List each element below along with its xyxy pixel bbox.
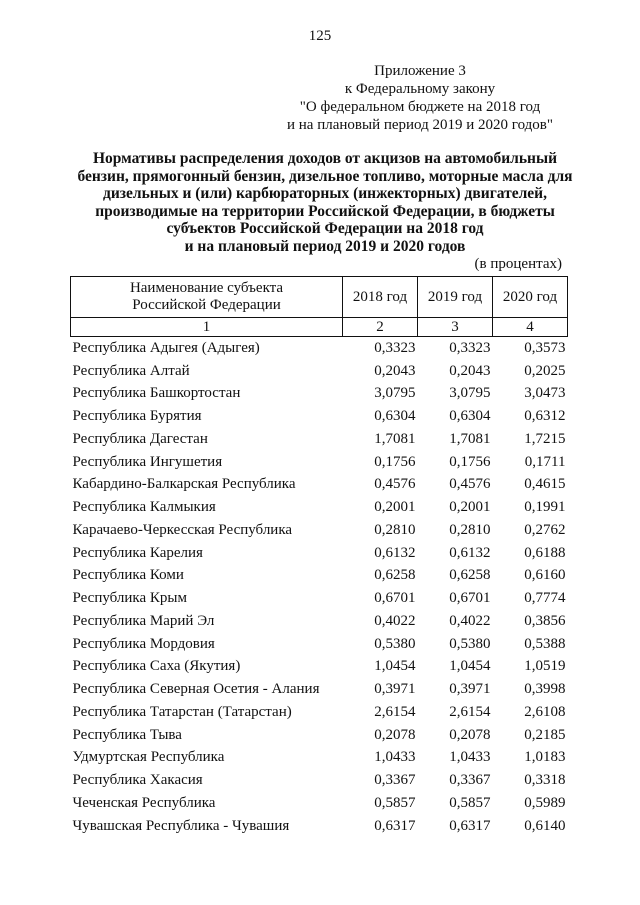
header-2018: 2018 год: [343, 277, 418, 318]
subject-name-cell: Удмуртская Республика: [72, 749, 225, 766]
value-2018-cell: 0,4022: [374, 612, 416, 629]
value-2019-cell: 0,1756: [449, 453, 491, 470]
subject-name-cell: Республика Бурятия: [72, 408, 202, 425]
value-2020-cell: 0,2185: [524, 726, 566, 743]
subject-name-cell: Республика Ингушетия: [72, 453, 223, 470]
value-2019-cell: 1,0454: [449, 658, 491, 675]
value-2020-cell: 1,7215: [524, 430, 566, 447]
distribution-table: [70, 276, 568, 838]
value-2020-cell: 0,6140: [524, 817, 566, 834]
table-row: [71, 496, 568, 519]
value-2020-cell: 0,6312: [524, 408, 566, 425]
subject-name-cell: Республика Дагестан: [72, 430, 208, 447]
subject-name-cell: Кабардино-Балкарская Республика: [72, 476, 296, 493]
table-row: [71, 587, 568, 610]
value-2019-cell: 0,5857: [449, 794, 491, 811]
table-row: [71, 428, 568, 451]
value-2019-cell: 0,6317: [449, 817, 491, 834]
value-2019-cell: 0,4576: [449, 476, 491, 493]
value-2020-cell: 0,6160: [524, 567, 566, 584]
value-2019-cell: 0,2810: [449, 521, 491, 538]
subject-name-cell: Республика Карелия: [72, 544, 203, 561]
document-title: [60, 150, 590, 255]
value-2019-cell: 0,5380: [449, 635, 491, 652]
value-2018-cell: 0,3367: [374, 772, 416, 789]
value-2018-cell: 0,6317: [374, 817, 416, 834]
value-2019-cell: 0,3367: [449, 772, 491, 789]
appendix-reference: [240, 62, 600, 134]
subject-name-cell: Республика Алтай: [72, 362, 190, 379]
value-2018-cell: 0,6304: [374, 408, 416, 425]
title-line: дизельных и (или) карбюраторных (инжекторных) двигателей,: [103, 185, 547, 202]
table-row: [71, 678, 568, 701]
title-line: и на плановый период 2019 и 2020 годов: [184, 237, 466, 255]
subject-name-cell: Республика Татарстан (Татарстан): [72, 703, 292, 720]
title-line: Нормативы распределения доходов от акцизов на автомобильный: [92, 150, 558, 167]
value-2018-cell: 0,6701: [374, 590, 416, 607]
value-2020-cell: 0,1991: [524, 499, 566, 516]
value-2019-cell: 0,6258: [449, 567, 491, 584]
value-2020-cell: 0,4615: [524, 476, 566, 493]
header-2019: 2019 год: [418, 277, 493, 318]
value-2018-cell: 1,7081: [374, 430, 416, 447]
subject-name-cell: Республика Башкортостан: [72, 385, 241, 402]
column-number: 4: [493, 318, 568, 337]
subject-name-cell: Республика Коми: [72, 567, 184, 584]
appendix-line: к Федеральному закону: [344, 81, 496, 97]
header-subject-name: [71, 277, 343, 318]
value-2020-cell: 0,1711: [524, 453, 566, 470]
value-2020-cell: 0,3573: [524, 339, 566, 356]
value-2018-cell: 0,5380: [374, 635, 416, 652]
table-body: [71, 337, 568, 838]
appendix-line: Приложение 3: [374, 63, 466, 79]
header-subject-line1: Наименование субъекта: [129, 280, 284, 296]
value-2018-cell: 0,2001: [374, 499, 416, 516]
table-row: [71, 815, 568, 838]
column-number-row: [71, 318, 568, 337]
table-row: [71, 542, 568, 565]
value-2018-cell: 2,6154: [374, 703, 416, 720]
value-2020-cell: 1,0183: [524, 749, 566, 766]
value-2019-cell: 0,2078: [449, 726, 491, 743]
subject-name-cell: Республика Хакасия: [72, 772, 203, 789]
table-row: [71, 451, 568, 474]
value-2018-cell: 0,6258: [374, 567, 416, 584]
value-2020-cell: 0,2025: [524, 362, 566, 379]
table-row: [71, 633, 568, 656]
table-row: [71, 474, 568, 497]
subject-name-cell: Республика Саха (Якутия): [72, 658, 241, 675]
table-row: [71, 656, 568, 679]
value-2018-cell: 1,0454: [374, 658, 416, 675]
column-number: 2: [343, 318, 418, 337]
value-2019-cell: 0,3323: [449, 339, 491, 356]
table-row: [71, 360, 568, 383]
value-2018-cell: 3,0795: [374, 385, 416, 402]
subject-name-cell: Республика Северная Осетия - Алания: [72, 681, 320, 698]
value-2020-cell: 0,5388: [524, 635, 566, 652]
value-2019-cell: 0,3971: [449, 681, 491, 698]
value-2020-cell: 0,6188: [524, 544, 566, 561]
table-row: [71, 337, 568, 360]
title-line: бензин, прямогонный бензин, дизельное топливо, моторные масла для: [77, 167, 573, 185]
units-note: (в процентах): [474, 256, 562, 272]
value-2020-cell: 0,3856: [524, 612, 566, 629]
page-number: 125: [308, 28, 332, 44]
value-2020-cell: 1,0519: [524, 658, 566, 675]
value-2020-cell: 3,0473: [524, 385, 566, 402]
subject-name-cell: Республика Адыгея (Адыгея): [72, 339, 260, 356]
value-2018-cell: 0,2043: [374, 362, 416, 379]
table-row: [71, 769, 568, 792]
table-row: [71, 792, 568, 815]
table-row: [71, 383, 568, 406]
column-number: 1: [71, 318, 343, 337]
value-2019-cell: 0,6132: [449, 544, 491, 561]
value-2019-cell: 0,6304: [449, 408, 491, 425]
value-2018-cell: 0,5857: [374, 794, 416, 811]
subject-name-cell: Республика Тыва: [72, 726, 182, 743]
value-2020-cell: 2,6108: [524, 703, 566, 720]
table-row: [71, 610, 568, 633]
subject-name-cell: Республика Крым: [72, 590, 187, 607]
table-header-row: [71, 277, 568, 318]
header-subject-line2: Российской Федерации: [132, 297, 281, 313]
appendix-line: и на плановый период 2019 и 2020 годов": [287, 117, 553, 133]
subject-name-cell: Республика Марий Эл: [72, 612, 215, 629]
value-2020-cell: 0,7774: [524, 590, 566, 607]
value-2020-cell: 0,5989: [524, 794, 566, 811]
subject-name-cell: Республика Мордовия: [72, 635, 215, 652]
subject-name-cell: Чувашская Республика - Чувашия: [72, 817, 290, 834]
value-2019-cell: 2,6154: [449, 703, 491, 720]
value-2019-cell: 0,4022: [449, 612, 491, 629]
column-number: 3: [418, 318, 493, 337]
table-row: [71, 701, 568, 724]
table-row: [71, 724, 568, 747]
value-2018-cell: 0,1756: [374, 453, 416, 470]
value-2018-cell: 0,6132: [374, 544, 416, 561]
distribution-table-container: [70, 276, 567, 838]
value-2018-cell: 0,2078: [374, 726, 416, 743]
value-2020-cell: 0,3318: [524, 772, 566, 789]
value-2020-cell: 0,3998: [524, 681, 566, 698]
value-2018-cell: 1,0433: [374, 749, 416, 766]
header-2020: 2020 год: [493, 277, 568, 318]
value-2018-cell: 0,3323: [374, 339, 416, 356]
table-row: [71, 565, 568, 588]
title-line: производимые на территории Российской Федерации, в бюджеты: [95, 202, 555, 220]
value-2018-cell: 0,4576: [374, 476, 416, 493]
table-row: [71, 747, 568, 770]
appendix-line: "О федеральном бюджете на 2018 год: [299, 99, 541, 115]
value-2019-cell: 3,0795: [449, 385, 491, 402]
title-line: субъектов Российской Федерации на 2018 год: [166, 220, 484, 237]
value-2018-cell: 0,3971: [374, 681, 416, 698]
value-2018-cell: 0,2810: [374, 521, 416, 538]
value-2020-cell: 0,2762: [524, 521, 566, 538]
table-row: [71, 519, 568, 542]
table-row: [71, 405, 568, 428]
value-2019-cell: 0,2043: [449, 362, 491, 379]
value-2019-cell: 0,6701: [449, 590, 491, 607]
subject-name-cell: Чеченская Республика: [72, 794, 216, 811]
value-2019-cell: 1,0433: [449, 749, 491, 766]
value-2019-cell: 0,2001: [449, 499, 491, 516]
value-2019-cell: 1,7081: [449, 430, 491, 447]
subject-name-cell: Карачаево-Черкесская Республика: [72, 521, 293, 538]
subject-name-cell: Республика Калмыкия: [72, 499, 216, 516]
